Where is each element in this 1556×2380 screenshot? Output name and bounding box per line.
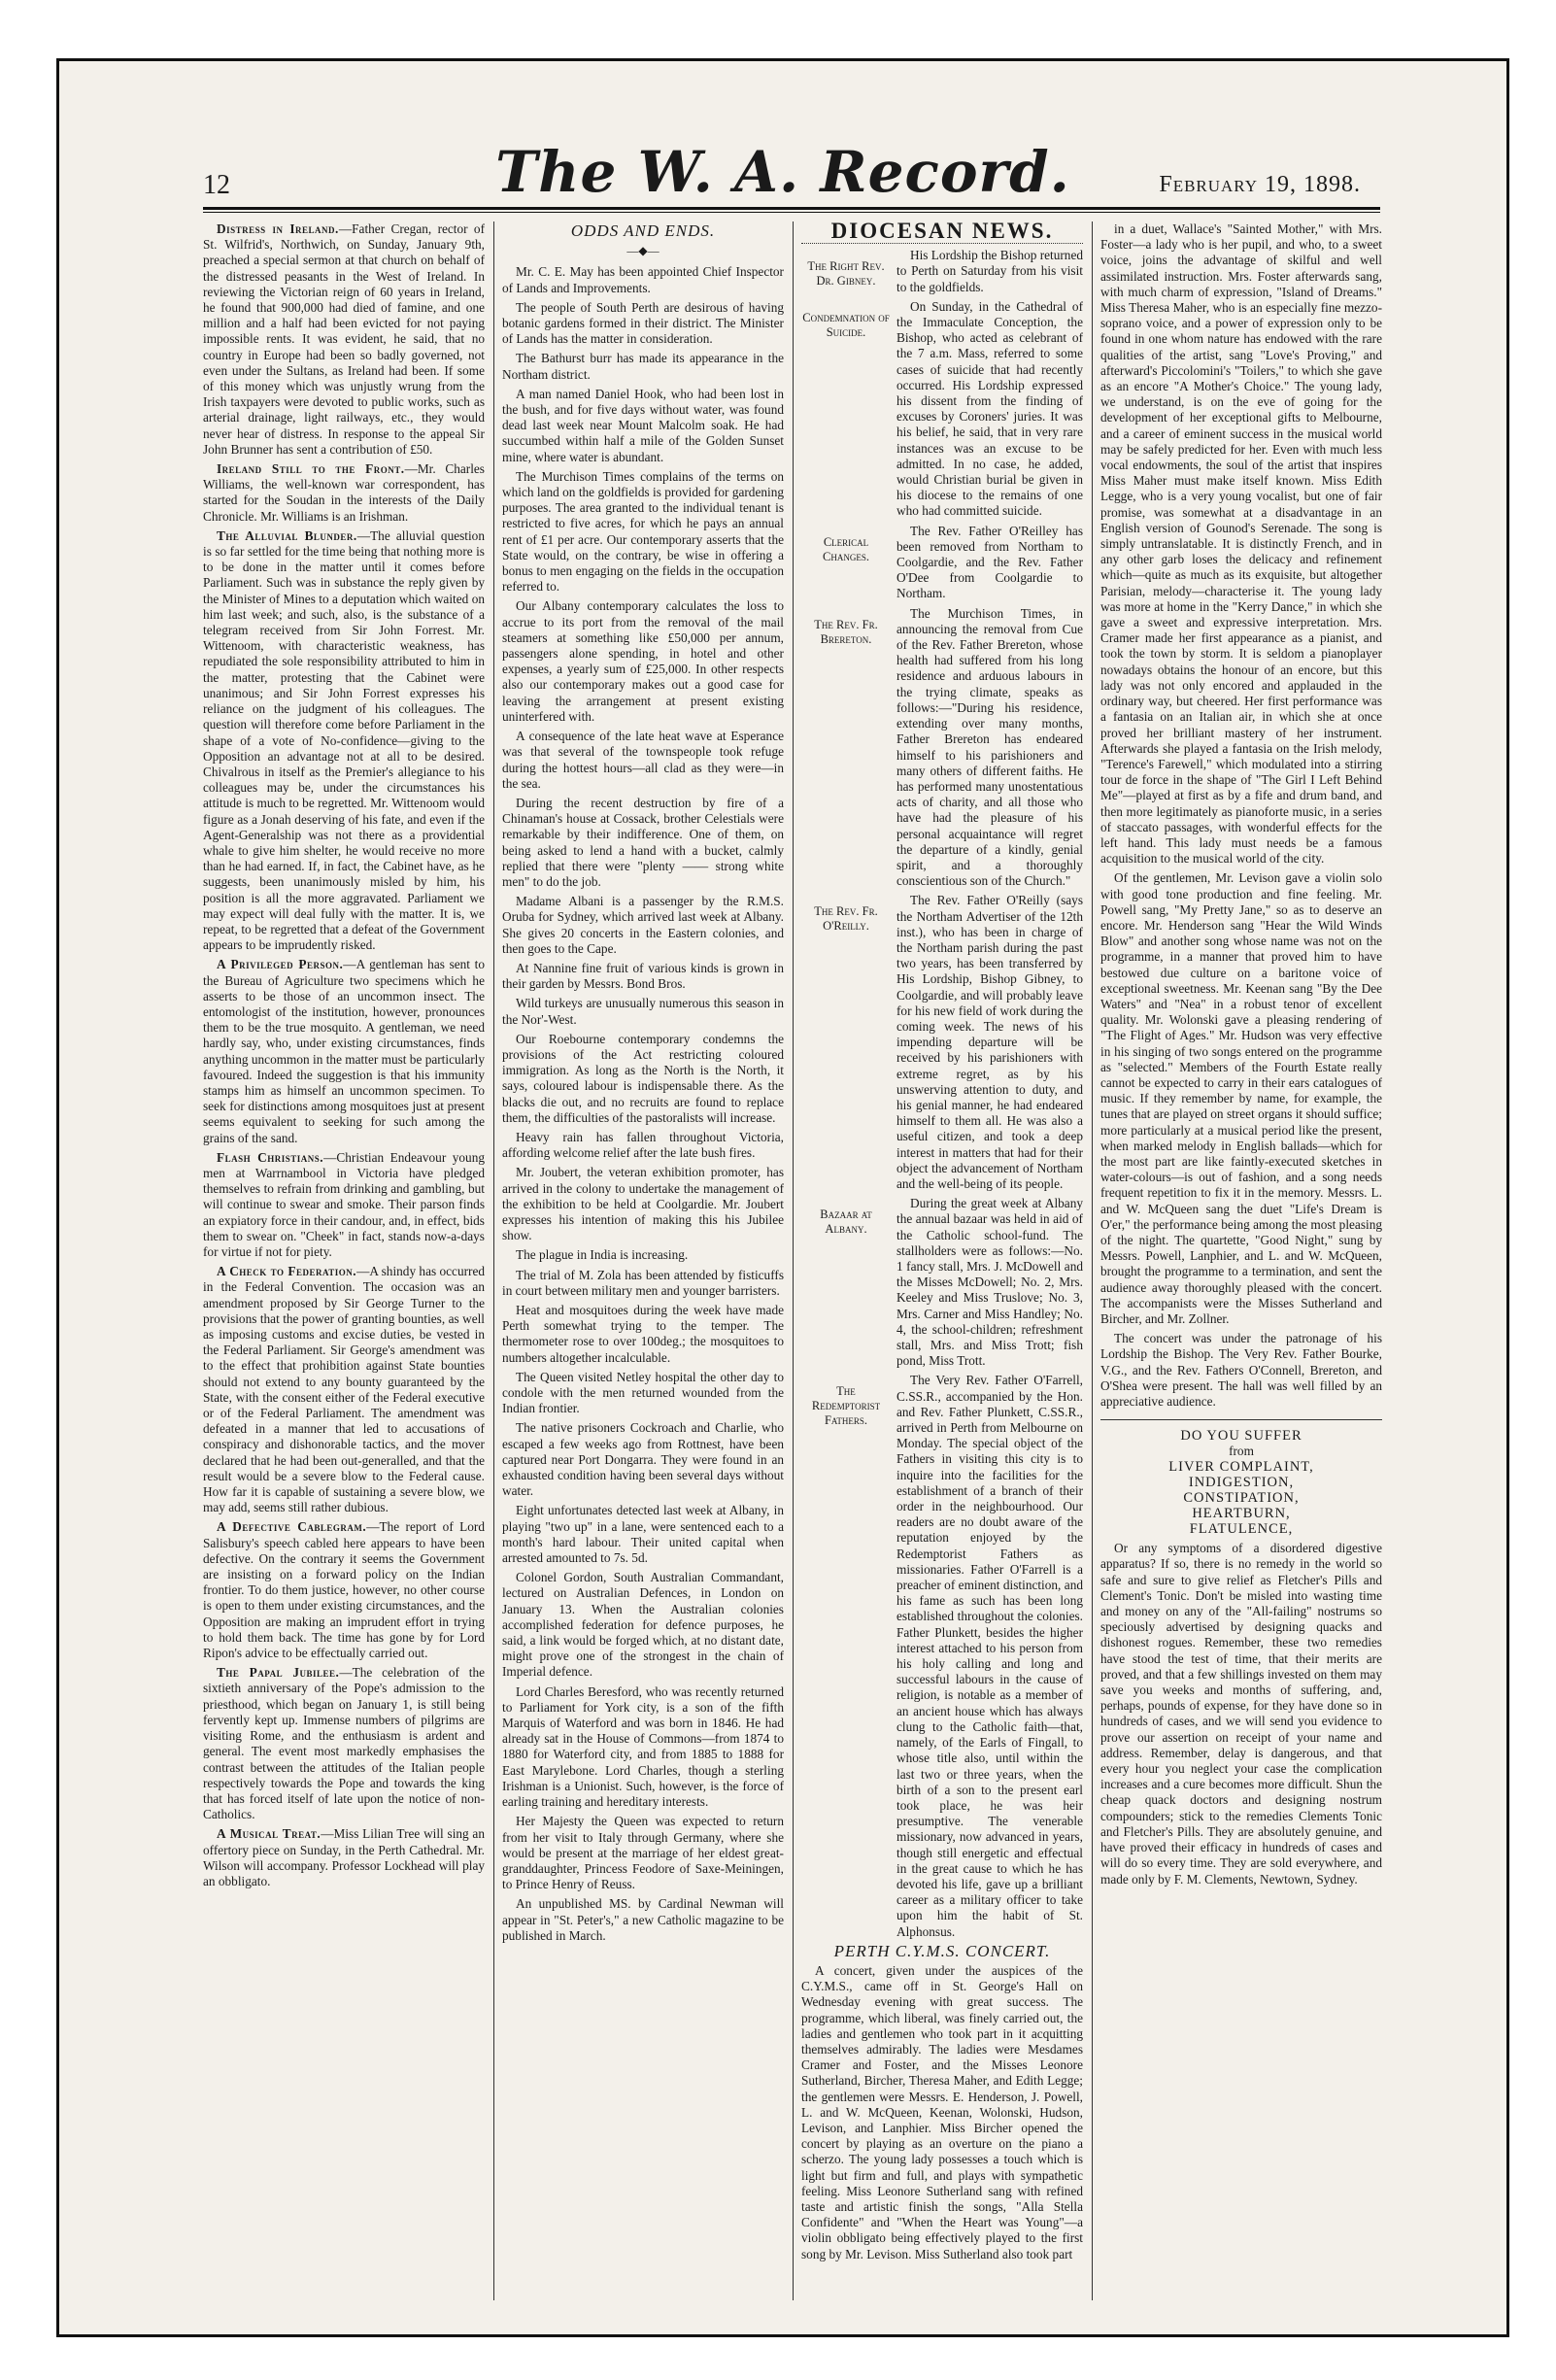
odds-item: During the recent destruction by fire of a Chinaman's house at Cossack, brother Celestials were remarkable by their indifference. One of them, on being asked to lend a hand with a bucket, calmly replied that there were "plenty —— strong white men" to do the job. (502, 795, 784, 889)
section-heading-diocesan-news: DIOCESAN NEWS. (801, 223, 1083, 244)
odds-item: Mr. Joubert, the veteran exhibition promoter, has arrived in the colony to undertake the management of the exhibition to be held at Coolgardie. Mr. Joubert expresses his intention of making this his Jubilee show. (502, 1165, 784, 1243)
newspaper-page (56, 58, 1509, 2337)
odds-item: Our Roebourne contemporary condemns the provisions of the Act restricting coloured immigration. As long as the North is the North, it says, coloured labour is indispensable there. As the blacks die out, and no recruits are found to replace them, the difficulties of the pastoralists will increase. (502, 1031, 784, 1125)
news-side-label: The Redemptorist Fathers. (811, 1384, 881, 1428)
ad-line: INDIGESTION, (1188, 1475, 1295, 1491)
column-3 (801, 221, 1083, 2300)
article-defective-cablegram (203, 1519, 485, 1661)
news-text: On Sunday, in the Cathedral of the Immaculate Conception, the Bishop, who acted as celebrant of the 7 a.m. Mass, referred to some cases of suicide that had recently occurred. His Lordship expressed his dissent from the finding of excuses by Coroners' juries. It was his belief, he said, that in very rare instances was an excuse to be admitted. In no case, he added, would Christian burial be given in his diocese to the remains of one who had committed suicide. (896, 298, 1083, 519)
masthead: The W. A. Record. (495, 139, 1070, 205)
odds-item: The trial of M. Zola has been attended by fisticuffs in court between military men and younger barristers. (502, 1267, 784, 1298)
article-text: —A shindy has occurred in the Federal Convention. The occasion was an amendment proposed by Sir George Turner to the provisions that the power of granting bounties, as well as imposing customs and excise duties, be vested in the Federal Parliament. Sir George's amendment was to the effect that prohibition against State bounties should not extend to any bounty guaranteed by the State, with the consent either of the Federal executive or of the Federal Parliament. The amendment was defeated in a manner that led to accusations of conspiracy and dishonorable tactics, and the mover declared that he had been out-generalled, and that the result would be a severe blow to the Federal cause. How far it is capable of sustaining a severe blow, we may add, seems still rather dubious. (203, 1264, 485, 1515)
concert-continued: in a duet, Wallace's "Sainted Mother," with Mrs. Foster—a lady who is her pupil, and who, to a sweet voice, joins the advantage of skilful and well assimilated instruction. Mrs. Foster afterwards sang, with much charm of expression, "Island of Dreams." Miss Theresa Maher, who is an especially fine mezzo-soprano voice, and a power of expression only to be found in one whom nature has endowed with the rare qualities of the artist, sang "Love's Proving," and afterward's Piccolomini's "Toilers," to which she gave as an encore "A Mother's Choice." The young lady, we understand, is on the eve of going for the development of her exceptional gifts to Melbourne, and a career of eminent success in the musical world may be safely predicted for her. Even with much less vocal endowments, the soul of the artist that inspires Miss Maher must make itself known. Miss Edith Legge, who is a very young vocalist, but one of fair promise, was somewhat at a disadvantage in an English version of Gounod's Serenade. The song is simply untranslatable. It is distinctly French, and in any other garb loses the delicacy and refinement which—quite as much as its exquisite, but altogether Parisian, melody—characterise it. The young lady was more at home in the "Kerry Dance," in which she gave a sweet and expressive interpretation. Mrs. Cramer made her first appearance as a pianist, and took the town by storm. It is seldom a pianoplayer nowadays obtains the honour of an encore, but this lady was not only encored and applauded in the ordinary way, but cheered. Her first performance was a fantasia on an Italian air, in which she at once proved her brilliant mastery of her instrument. Afterwards she played a fantasia on the Irish melody, "Terence's Farewell," which modulated into a stirring tour de force in the shape of "The Girl I Left Behind Me"—played at first as by a fife and drum band, and then more legitimately as pianoforte music, in a series of staccato passages, with wonderful effects for the left hand. This lady must needs be a famous acquisition to the musical world of the city. (1100, 221, 1382, 867)
odds-item: The Bathurst burr has made its appearance in the Northam district. (502, 351, 784, 382)
article-text: —Mr. Charles Williams, the well-known war correspondent, has started for the Soudan in the interests of the Daily Chronicle. Mr. Williams is an Irishman. (203, 461, 485, 524)
odds-item: A consequence of the late heat wave at Esperance was that several of the townspeople took refuge during the hottest hours—all clad as they were—in the sea. (502, 729, 784, 791)
news-item (801, 606, 1083, 890)
article-check-to-federation (203, 1264, 485, 1515)
concert-continued: Of the gentlemen, Mr. Levison gave a violin solo with good tone production and fine feeling. Mr. Powell sang, "My Pretty Jane," so as to deserve an encore. Mr. Henderson sang "Hear the Wild Winds Blow" and another song whose name was not on the programme, in a manner that proved him to have bestowed due culture on a baritone voice of exceptional sweetness. Mr. Keenan sang "By the Dee Waters" and "Nea" in a robust tenor of excellent quality. Mr. Wolonski gave a pleasing rendering of "The Flight of Ages." Mr. Hudson was very effective in his singing of two songs entered on the programme as "selected." Members of the Fourth Estate really cannot be expected to carry in their ears catalogues of music. If they remember by name, for example, the tunes that are played on street organs it should suffice; more particularly at a musical period like the present, when marked melody in English ballads—which for the most part are like faintly-executed sketches in water-colours—is out of fashion, and a song needs frequent repetition to fix it in the memory. Messrs. L. and W. McQueen sang the duet "Life's Dream is O'er," the performance being among the most pleasing of the night. The quartette, "Good Night," sung by Messrs. Powell, Lanphier, and L. and W. McQueen, brought the programme to a termination, and sent the audience away thoroughly pleased with the concert. The accompanists were the Misses Sutherland and Bircher, and Mr. Zollner. (1100, 870, 1382, 1327)
article-lead: Distress in Ireland. (217, 221, 339, 236)
concert-continued: The concert was under the patronage of his Lordship the Bishop. The Very Rev. Father Bourke, V.G., and the Rev. Fathers O'Connell, Brereton, and O'Shea were present. The hall was well filled by an appreciative audience. (1100, 1331, 1382, 1410)
odds-item: Madame Albani is a passenger by the R.M.S. Oruba for Sydney, which arrived last week at Albany. She gives 20 concerts in the Eastern colonies, and then goes to the Cape. (502, 894, 784, 956)
article-privileged-person (203, 957, 485, 1145)
ad-headline: DO YOU SUFFER (1180, 1428, 1302, 1445)
odds-item: The native prisoners Cockroach and Charlie, who escaped a few weeks ago from Rottnest, have been captured near Port Dongarra. They were found in an exhausted condition having been several days without water. (502, 1420, 784, 1499)
column-divider (1092, 221, 1093, 2300)
news-side-label: The Rev. Fr. O'Reilly. (814, 904, 878, 934)
article-ireland-still-to-the-front (203, 461, 485, 525)
columns (203, 221, 1380, 2300)
article-papal-jubilee (203, 1665, 485, 1822)
article-text: —The celebration of the sixtieth anniversary of the Pope's admission to the priesthood, which began on January 1, is still being fervently kept up. Immense numbers of pilgrims are visiting Rome, and the enthusiasm is ardent and general. The event most markedly emphasises the contrast between the attitudes of the Italian people respectively towards the Pope and towards the king that has forced itself of late upon the notice of non-Catholics. (203, 1665, 485, 1822)
column-1 (203, 221, 485, 2300)
odds-item: Eight unfortunates detected last week at Albany, in playing "two up" in a lane, were sentenced each to a month's hard labour. Their united capital when arrested amounted to 7s. 5d. (502, 1503, 784, 1566)
odds-item: The people of South Perth are desirous of having botanic gardens formed in their district. The Minister of Lands has the matter in consideration. (502, 299, 784, 347)
odds-item: An unpublished MS. by Cardinal Newman will appear in "St. Peter's," a new Catholic magazine to be published in March. (502, 1896, 784, 1943)
odds-item: Wild turkeys are unusually numerous this season in the Nor'-West. (502, 996, 784, 1027)
article-text: —The alluvial question is so far settled for the time being that nothing more is to be done in the matter until it comes before Parliament. Such was in substance the reply given by the Minister of Mines to a deputation which waited on him last week; and such, also, is the substance of a telegram received from Sir John Forrest. Mr. Wittenoom, with characteristic weakness, has repudiated the sole responsibility attributed to him in the matter, protesting that the Cabinet were unanimous; and Sir John Forrest expresses his reliance on the judgment of his colleagues. The question will therefore come before Parliament in the shape of a vote of No-confidence—giving to the Opposition an advantage not at all to be desired. Chivalrous in itself as the Premier's allegiance to his colleagues may be, under the circumstances his attitude is much to be regretted. Mr. Wittenoom would figure as a Jonah deserving of his fate, and even if the Agent-Generalship was not there as a providential whale to give him shelter, he would receive no more than he had earned. If, in fact, the Cabinet have, as he suggests, been unanimously misled by him, his position is all the more aggravated. Parliament we may expect will deal fully with the matter. It is, we repeat, to be regretted that a defeat of the Government appears to be imprudently risked. (203, 527, 485, 953)
article-text: —Christian Endeavour young men at Warrnambool in Victoria have pledged themselves to refrain from drinking and gambling, but will continue to swear and smoke. Their parson finds an expiatory force in their candour, and, in effect, bids them to swear on. "Cheek" in fact, stands now-a-days for virtue if not for piety. (203, 1149, 485, 1259)
article-text: —Miss Lilian Tree will sing an offertory piece on Sunday, in the Perth Cathedral. Mr. Wilson will accompany. Professor Lockhead will play an obbligato. (203, 1826, 485, 1888)
news-side-label: Bazaar at Albany. (820, 1207, 872, 1237)
odds-item: The Murchison Times complains of the terms on which land on the goldfields is provided for gardening purposes. The area granted to the individual tenant is restricted to five acres, for which he pays an annual rent of £1 per acre. Our contemporary asserts that the State would, on the contrary, be wise in offering a bonus to men engaging on the fields in the occupation referred to. (502, 468, 784, 595)
article-lead: The Papal Jubilee. (217, 1665, 340, 1681)
article-lead: A Musical Treat. (217, 1826, 321, 1842)
advertisement (1100, 1419, 1382, 1887)
odds-item: Heat and mosquitoes during the week have made Perth somewhat trying to the temper. The thermometer rose to over 100deg.; the mosquitoes to numbers altogether incalculable. (502, 1303, 784, 1365)
news-text: The Murchison Times, in announcing the removal from Cue of the Rev. Father Brereton, whose health had suffered from his long residence and arduous labours in the trying climate, speaks as follows:—"During his residence, extending over many months, Father Brereton has endeared himself to his parishioners and many others of different faiths. He has performed many unostentatious acts of charity, and all those who have had the pleasure of his personal acquaintance will regret the departure of a kindly, genial spirit, and a thoroughly conscientious son of the Church." (896, 605, 1083, 889)
article-lead: A Check to Federation. (217, 1264, 357, 1279)
odds-item: Our Albany contemporary calculates the loss to accrue to its port from the removal of the mail steamers at something like £50,000 per annum, passengers alone spending, in hotel and other expenses, a yearly sum of £25,000. In other respects also our contemporary makes out a good case for leaving the arrangement at present existing uninterfered with. (502, 598, 784, 724)
odds-item: Heavy rain has fallen throughout Victoria, affording welcome relief after the late bush fires. (502, 1129, 784, 1161)
header-rule (203, 207, 1380, 210)
column-2 (502, 221, 784, 2300)
news-text: The Rev. Father O'Reilly (says the Northam Advertiser of the 12th inst.), who has been in charge of the Northam parish during the past two years, has been transferred by His Lordship, Bishop Gibney, to Coolgardie, and will probably leave for his new field of work during the coming week. The news of his impending departure will be received by his parishioners with extreme regret, as by his unswerving attention to duty, and his genial manner, he had endeared himself to them all. He was also a useful citizen, and took a deep interest in matters that had for their object the advancement of Northam and the well-being of its people. (896, 893, 1083, 1191)
news-item (801, 893, 1083, 1192)
article-lead: A Privileged Person. (217, 957, 344, 972)
page-number: 12 (203, 170, 230, 200)
article-lead: The Alluvial Blunder. (217, 527, 357, 543)
ad-body: Or any symptoms of a disordered digestive apparatus? If so, there is no remedy in the world so safe and sure to give relief as Fletcher's Pills and Clement's Tonic. Don't be misled into wasting time and money on any of the "All-failing" nostrums so speciously advertised by designing quacks and dishonest rogues. Remember, these two remedies have stood the test of time, that their merits are proved, and that a few shillings invested on them may save you weeks and months of suffering, and, perhaps, pounds of expense, for they have done so in hundreds of cases, and we will send you evidence to prove our assertion on receipt of your name and address. Remember, delay is dangerous, and that every hour you neglect your case the complication increases and a cure becomes more difficult. Shun the cheap quack doctors and designing nostrum compounders; stick to the remedies Clements Tonic and Fletcher's Pills. They are absolutely genuine, and have proved their efficacy in hundreds of cases and will do so every time. They are sold everywhere, and made only by F. M. Clements, Newtown, Sydney. (1100, 1541, 1382, 1887)
news-side-label: Condemnation of Suicide. (802, 310, 890, 339)
news-text: His Lordship the Bishop returned to Perth on Saturday from his visit to the goldfields. (896, 248, 1083, 294)
odds-item: Colonel Gordon, South Australian Commandant, lectured on Australian Defences, in London on January 13. When the Australian colonies accomplished federation for defence purposes, he said, a link would be forged which, at no distant date, might prove one of the strongest in the chain of Imperial defence. (502, 1570, 784, 1680)
section-heading-odds-and-ends: ODDS AND ENDS. (570, 221, 716, 240)
ad-line: from (1229, 1444, 1254, 1459)
odds-item: Her Majesty the Queen was expected to return from her visit to Italy through Germany, where she would be present at the marriage of her eldest great-granddaughter, Princess Feodore of Saxe-Meiningen, to Prince Henry of Reuss. (502, 1814, 784, 1892)
ad-line: LIVER COMPLAINT, (1168, 1459, 1314, 1476)
article-lead: A Defective Cablegram. (217, 1519, 367, 1535)
odds-item: The plague in India is increasing. (516, 1247, 689, 1263)
news-item (801, 1196, 1083, 1369)
article-flash-christians (203, 1150, 485, 1260)
article-musical-treat (203, 1826, 485, 1889)
ad-line: FLATULENCE, (1189, 1521, 1294, 1538)
concert-text: A concert, given under the auspices of the C.Y.M.S., came off in St. George's Hall on Wednesday evening with great success. The programme, which liberal, was finely carried out, the ladies and gentlemen who took part in it acquitting themselves admirably. The ladies were Mesdames Cramer and Foster, and the Misses Leonore Sutherland, Bircher, Theresa Maher, and Edith Legge; the gentlemen were Messrs. E. Henderson, J. Powell, L. and W. McQueen, Keenan, Wolonski, Hudson, Levison, and Lanphier. Miss Bircher opened the concert by playing as an overture on the piano a scherzo. The young lady possesses a touch which is light but firm and full, and plays with sympathetic feeling. Miss Leonore Sutherland sang with refined taste and artistic finish the songs, "Alla Stella Confidente" and "When the Heart was Young"—a violin obbligato being effectively played to the first song by Mr. Levison. Miss Sutherland also took part (801, 1962, 1083, 2261)
news-item (801, 1373, 1083, 1939)
odds-item: Mr. C. E. May has been appointed Chief Inspector of Lands and Improvements. (502, 264, 784, 295)
article-text: —The report of Lord Salisbury's speech cabled here appears to have been defective. On the contrary it seems the Government are insisting on a forward policy on the Indian frontier. To do them justice, however, no other course is open to them under existing circumstances, and the Opposition are making an imprudent effort in trying to hold them back. The time has gone by for Lord Ripon's advice to be effectually carried out. (203, 1519, 485, 1661)
news-item (801, 248, 1083, 295)
news-text: During the great week at Albany the annual bazaar was held in aid of the Catholic school-fund. The stallholders were as follows:—No. 1 fancy stall, Mrs. J. McDowell and the Misses McDowell; No. 2, Mrs. Keeley and Miss Truslove; No. 3, Mrs. Carner and Miss Handley; No. 4, the school-children; refreshment stall, Mrs. and Miss Trott; fish pond, Miss Trott. (896, 1196, 1083, 1369)
article-distress-in-ireland (203, 221, 485, 458)
article-lead: Flash Christians. (217, 1149, 324, 1165)
news-item (801, 524, 1083, 602)
news-item (801, 299, 1083, 520)
column-divider (493, 221, 494, 2300)
column-4 (1100, 221, 1382, 2300)
article-text: —A gentleman has sent to the Bureau of Agriculture two specimens which he asserts to be those of an uncommon insect. The entomologist of the institution, however, pronounces them to be the true mosquito. A gentleman, we need hardly say, who, under existing circumstances, finds anything uncommon in the matter must be particularly favoured. Indeed the suggestion is that his immunity stamps him as himself an uncommon specimen. To seek for distinctions among mosquitoes just at present seems equivalent to seeking for such among the grains of the sand. (203, 957, 485, 1145)
odds-item: Lord Charles Beresford, who was recently returned to Parliament for York city, is a son of the fifth Marquis of Waterford and was born in 1846. He had already sat in the House of Commons—from 1874 to 1880 for Waterford city, and from 1885 to 1888 for East Marylebone. Lord Charles, though a sterling Irishman is a Unionist. Such, however, is the force of earling training and hereditary interests. (502, 1683, 784, 1810)
news-side-label: The Rev. Fr. Brereton. (814, 617, 878, 646)
news-side-label: Clerical Changes. (823, 534, 869, 563)
page-header (59, 61, 1506, 207)
news-text: The Rev. Father O'Reilley has been removed from Northam to Coolgardie, and the Rev. Father O'Dee from Coolgardie to Northam. (896, 523, 1083, 601)
article-alluvial-blunder (203, 528, 485, 953)
column-divider (793, 221, 794, 2300)
issue-date: February 19, 1898. (1159, 172, 1361, 197)
news-text: The Very Rev. Father O'Farrell, C.SS.R., accompanied by the Hon. and Rev. Father Plunkett, C.SS.R., arrived in Perth from Melbourne on Monday. The special object of the Fathers in visiting this city is to inquire into the facilities for the establishment of a branch of their order in the neighbourhood. Our readers are no doubt aware of the reputation enjoyed by the Redemptorist Fathers as missionaries. Father O'Farrell is a preacher of eminent distinction, and his fame as such has been long established throughout the colonies. Father Plunkett, besides the higher interest attached to his person from his holy calling and long and successful labours in the cause of religion, is notable as a member of an ancient house which has always clung to the Catholic faith—that, namely, of the Earls of Fingall, to whose title also, until within the last two or three years, when the birth of a son to the present earl took place, he was heir presumptive. The venerable missionary, now advanced in years, though still energetic and effectual in the great cause to which he has devoted his life, gave up a brilliant career as a military officer to take upon him the habit of St. Alphonsus. (896, 1373, 1083, 1939)
section-heading-concert: PERTH C.Y.M.S. CONCERT. (833, 1941, 1051, 1960)
odds-item: At Nannine fine fruit of various kinds is grown in their garden by Messrs. Bond Bros. (502, 960, 784, 992)
section-ornament: —◆— (626, 244, 660, 258)
article-lead: Ireland Still to the Front. (217, 461, 405, 477)
odds-item: A man named Daniel Hook, who had been lost in the bush, and for five days without water, was found dead last week near Mount Malcolm soak. He had succumbed within half a mile of the Golden Sunset mine, where water is abundant. (502, 386, 784, 464)
header-rule-thin (203, 212, 1380, 213)
ad-line: CONSTIPATION, (1183, 1490, 1300, 1507)
ad-line: HEARTBURN, (1192, 1506, 1291, 1522)
article-text: —Father Cregan, rector of St. Wilfrid's, Northwich, on Sunday, January 9th, preached a special sermon at that church on behalf of the distressed peasants in the West of Ireland. In reviewing the Victorian reign of 60 years in Ireland, he found that 900,000 had died of famine, and one million and a half had been evicted for not paying impossible rents. It was evident, he said, that no country in Europe had been so badly governed, not even under the Sultans, as Ireland had been. If some of this money which was unjustly wrung from the Irish taxpayers were devoted to public works, such as arterial drainage, light railways, etc., they would never hear of distress. In response to the appeal Sir John Brunner has sent a contribution of £50. (203, 221, 485, 457)
odds-item: The Queen visited Netley hospital the other day to condole with the men returned wounded from the Indian frontier. (502, 1369, 784, 1416)
news-side-label: The Right Rev. Dr. Gibney. (807, 259, 885, 289)
